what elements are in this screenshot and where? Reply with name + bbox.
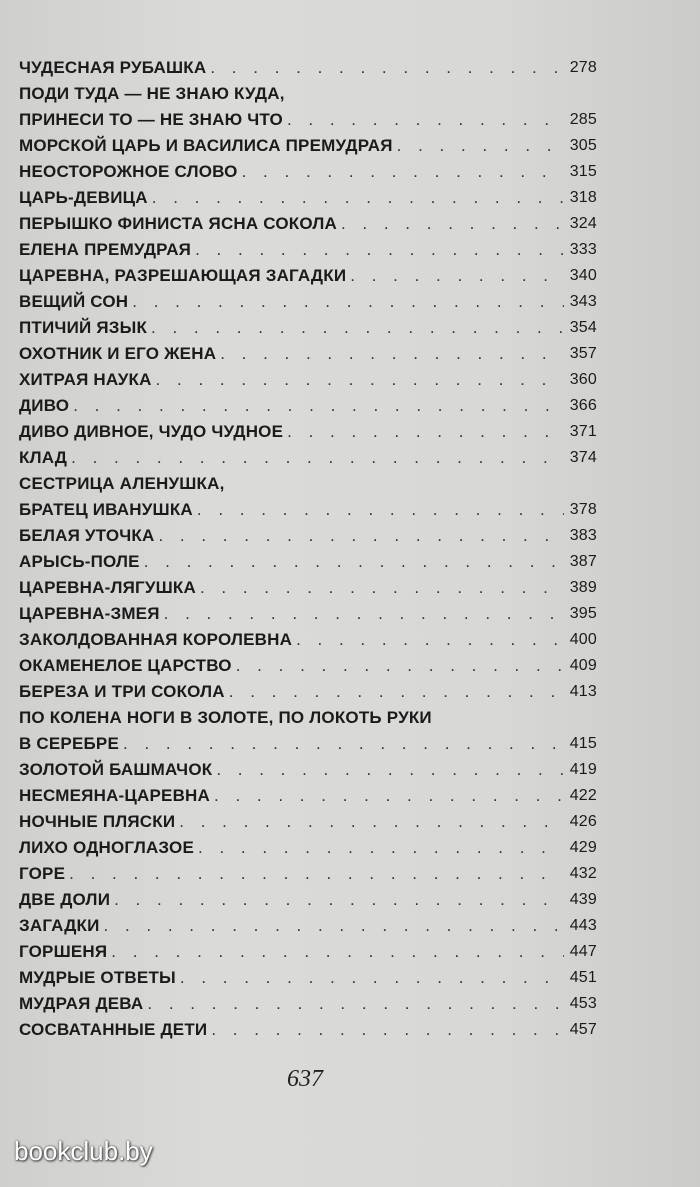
toc-entry (19, 55, 597, 81)
toc-entry (19, 887, 597, 913)
dot-leader (216, 757, 563, 783)
dot-leader (180, 965, 564, 991)
dot-leader (114, 887, 564, 913)
toc-entry-title: ГОРЕ (19, 864, 66, 883)
toc-entry-title: ОХОТНИК И ЕГО ЖЕНА (19, 344, 217, 363)
toc-entry-page: 285 (569, 111, 597, 128)
toc-entry (19, 965, 597, 991)
dot-leader (229, 679, 564, 705)
dot-leader (179, 809, 563, 835)
toc-entry (19, 835, 597, 861)
toc-entry-title-line: В СЕРЕБРЕ (19, 734, 119, 753)
dot-leader (350, 263, 563, 289)
dot-leader (73, 393, 563, 419)
dot-leader (197, 497, 564, 523)
toc-entry (19, 393, 597, 419)
toc-entry-page: 439 (569, 891, 597, 908)
dot-leader (211, 1017, 563, 1043)
toc-entry-title: НЕОСТОРОЖНОЕ СЛОВО (19, 162, 238, 181)
dot-leader (71, 445, 564, 471)
dot-leader (236, 653, 564, 679)
toc-entry (19, 211, 597, 237)
toc-entry-title: МОРСКОЙ ЦАРЬ И ВАСИЛИСА ПРЕМУДРАЯ (19, 136, 393, 155)
toc-entry-title: АРЫСЬ-ПОЛЕ (19, 552, 140, 571)
dot-leader (69, 861, 564, 887)
toc-entry-page: 457 (569, 1021, 597, 1038)
dot-leader (111, 939, 563, 965)
toc-entry-title: ДИВО (19, 396, 70, 415)
toc-entry (19, 549, 597, 575)
toc-entry-page: 409 (569, 657, 597, 674)
toc-entry (19, 1017, 597, 1043)
dot-leader (397, 133, 564, 159)
toc-entry-title: ЧУДЕСНАЯ РУБАШКА (19, 58, 207, 77)
toc-entry-title: ЛИХО ОДНОГЛАЗОЕ (19, 838, 195, 857)
toc-entry-page: 360 (569, 371, 597, 388)
toc-entry-page: 400 (569, 631, 597, 648)
toc-entry-title-line: ПРИНЕСИ ТО — НЕ ЗНАЮ ЧТО (19, 110, 283, 129)
toc-entry (19, 913, 597, 939)
toc-entry-title: ПТИЧИЙ ЯЗЫК (19, 318, 148, 337)
toc-entry (19, 133, 597, 159)
toc-entry-page: 443 (569, 917, 597, 934)
dot-leader (151, 315, 564, 341)
watermark: bookclub.by (14, 1136, 153, 1166)
toc-entry-title: ВЕЩИЙ СОН (19, 292, 129, 311)
toc-entry-title: ОКАМЕНЕЛОЕ ЦАРСТВО (19, 656, 232, 675)
toc-entry (19, 445, 597, 471)
toc-entry-page: 371 (569, 423, 597, 440)
toc-entry-title: НЕСМЕЯНА-ЦАРЕВНА (19, 786, 211, 805)
toc-entry-title: МУДРЫЕ ОТВЕТЫ (19, 968, 176, 987)
toc-entry-page: 415 (569, 735, 597, 752)
toc-entry-page: 324 (569, 215, 597, 232)
toc-entry-title: ЕЛЕНА ПРЕМУДРАЯ (19, 240, 192, 259)
toc-entry-title: БЕЛАЯ УТОЧКА (19, 526, 155, 545)
toc-entry-title: БЕРЕЗА И ТРИ СОКОЛА (19, 682, 225, 701)
toc-entry (19, 861, 597, 887)
toc-entry (19, 679, 597, 705)
page-number: 637 (287, 1066, 323, 1092)
toc-entry (19, 263, 597, 289)
toc-entry (19, 653, 597, 679)
toc-entry-page: 378 (569, 501, 597, 518)
toc-entry-page: 340 (569, 267, 597, 284)
toc-entry-title: ЦАРЬ-ДЕВИЦА (19, 188, 148, 207)
dot-leader (220, 341, 564, 367)
dot-leader (156, 367, 564, 393)
toc-entry-page: 447 (569, 943, 597, 960)
table-of-contents (19, 55, 597, 1043)
toc-entry-title: КЛАД (19, 448, 68, 467)
dot-leader (164, 601, 564, 627)
toc-entry-title: ЗОЛОТОЙ БАШМАЧОК (19, 760, 213, 779)
dot-leader (214, 783, 564, 809)
toc-entry (19, 523, 597, 549)
toc-entry-title-line: ПОДИ ТУДА — НЕ ЗНАЮ КУДА, (19, 84, 285, 103)
toc-entry-page: 305 (569, 137, 597, 154)
toc-entry-page: 357 (569, 345, 597, 362)
toc-entry (19, 289, 597, 315)
toc-entry-page: 333 (569, 241, 597, 258)
toc-entry-title: ГОРШЕНЯ (19, 942, 108, 961)
toc-entry-page: 318 (569, 189, 597, 206)
toc-entry (19, 81, 597, 133)
dot-leader (158, 523, 563, 549)
dot-leader (242, 159, 564, 185)
toc-entry-page: 395 (569, 605, 597, 622)
dot-leader (341, 211, 564, 237)
toc-entry-page: 389 (569, 579, 597, 596)
toc-entry (19, 809, 597, 835)
toc-entry (19, 159, 597, 185)
toc-entry-title: ЦАРЕВНА-ЗМЕЯ (19, 604, 160, 623)
toc-entry-page: 453 (569, 995, 597, 1012)
dot-leader (210, 55, 563, 81)
toc-entry (19, 705, 597, 757)
toc-entry (19, 991, 597, 1017)
toc-entry-page: 366 (569, 397, 597, 414)
dot-leader (144, 549, 564, 575)
dot-leader (132, 289, 563, 315)
dot-leader (287, 419, 564, 445)
toc-entry-page: 343 (569, 293, 597, 310)
dot-leader (123, 731, 564, 757)
dot-leader (296, 627, 564, 653)
toc-entry-page: 419 (569, 761, 597, 778)
toc-entry-title: ДИВО ДИВНОЕ, ЧУДО ЧУДНОЕ (19, 422, 284, 441)
toc-entry-title: НОЧНЫЕ ПЛЯСКИ (19, 812, 176, 831)
toc-entry-page: 413 (569, 683, 597, 700)
toc-entry-page: 383 (569, 527, 597, 544)
toc-entry (19, 315, 597, 341)
toc-entry-page: 278 (569, 59, 597, 76)
toc-entry-title: ЦАРЕВНА-ЛЯГУШКА (19, 578, 196, 597)
toc-entry (19, 783, 597, 809)
toc-entry-title: ДВЕ ДОЛИ (19, 890, 111, 909)
toc-entry-title: ЗАГАДКИ (19, 916, 100, 935)
dot-leader (200, 575, 564, 601)
dot-leader (198, 835, 564, 861)
dot-leader (287, 107, 564, 133)
toc-entry-page: 315 (569, 163, 597, 180)
toc-entry-page: 354 (569, 319, 597, 336)
toc-entry (19, 757, 597, 783)
toc-entry-title: ЗАКОЛДОВАННАЯ КОРОЛЕВНА (19, 630, 293, 649)
dot-leader (104, 913, 564, 939)
toc-entry (19, 471, 597, 523)
toc-entry-page: 429 (569, 839, 597, 856)
toc-entry-title-line: СЕСТРИЦА АЛЕНУШКА, (19, 474, 225, 493)
dot-leader (152, 185, 564, 211)
toc-entry (19, 601, 597, 627)
toc-entry-title-line: БРАТЕЦ ИВАНУШКА (19, 500, 193, 519)
toc-entry-page: 422 (569, 787, 597, 804)
toc-entry-title-line: ПО КОЛЕНА НОГИ В ЗОЛОТЕ, ПО ЛОКОТЬ РУКИ (19, 708, 432, 727)
toc-entry-title: СОСВАТАННЫЕ ДЕТИ (19, 1020, 208, 1039)
toc-entry-page: 387 (569, 553, 597, 570)
toc-entry (19, 939, 597, 965)
toc-entry (19, 627, 597, 653)
toc-entry (19, 419, 597, 445)
toc-entry-page: 374 (569, 449, 597, 466)
toc-entry-title: ПЕРЫШКО ФИНИСТА ЯСНА СОКОЛА (19, 214, 337, 233)
toc-entry (19, 185, 597, 211)
dot-leader (147, 991, 563, 1017)
toc-entry-page: 432 (569, 865, 597, 882)
toc-entry (19, 367, 597, 393)
toc-entry-title: ЦАРЕВНА, РАЗРЕШАЮЩАЯ ЗАГАДКИ (19, 266, 347, 285)
dot-leader (195, 237, 564, 263)
toc-entry-title: МУДРАЯ ДЕВА (19, 994, 144, 1013)
toc-entry-title: ХИТРАЯ НАУКА (19, 370, 152, 389)
toc-entry (19, 341, 597, 367)
toc-entry-page: 426 (569, 813, 597, 830)
toc-entry (19, 237, 597, 263)
toc-entry (19, 575, 597, 601)
toc-entry-page: 451 (569, 969, 597, 986)
